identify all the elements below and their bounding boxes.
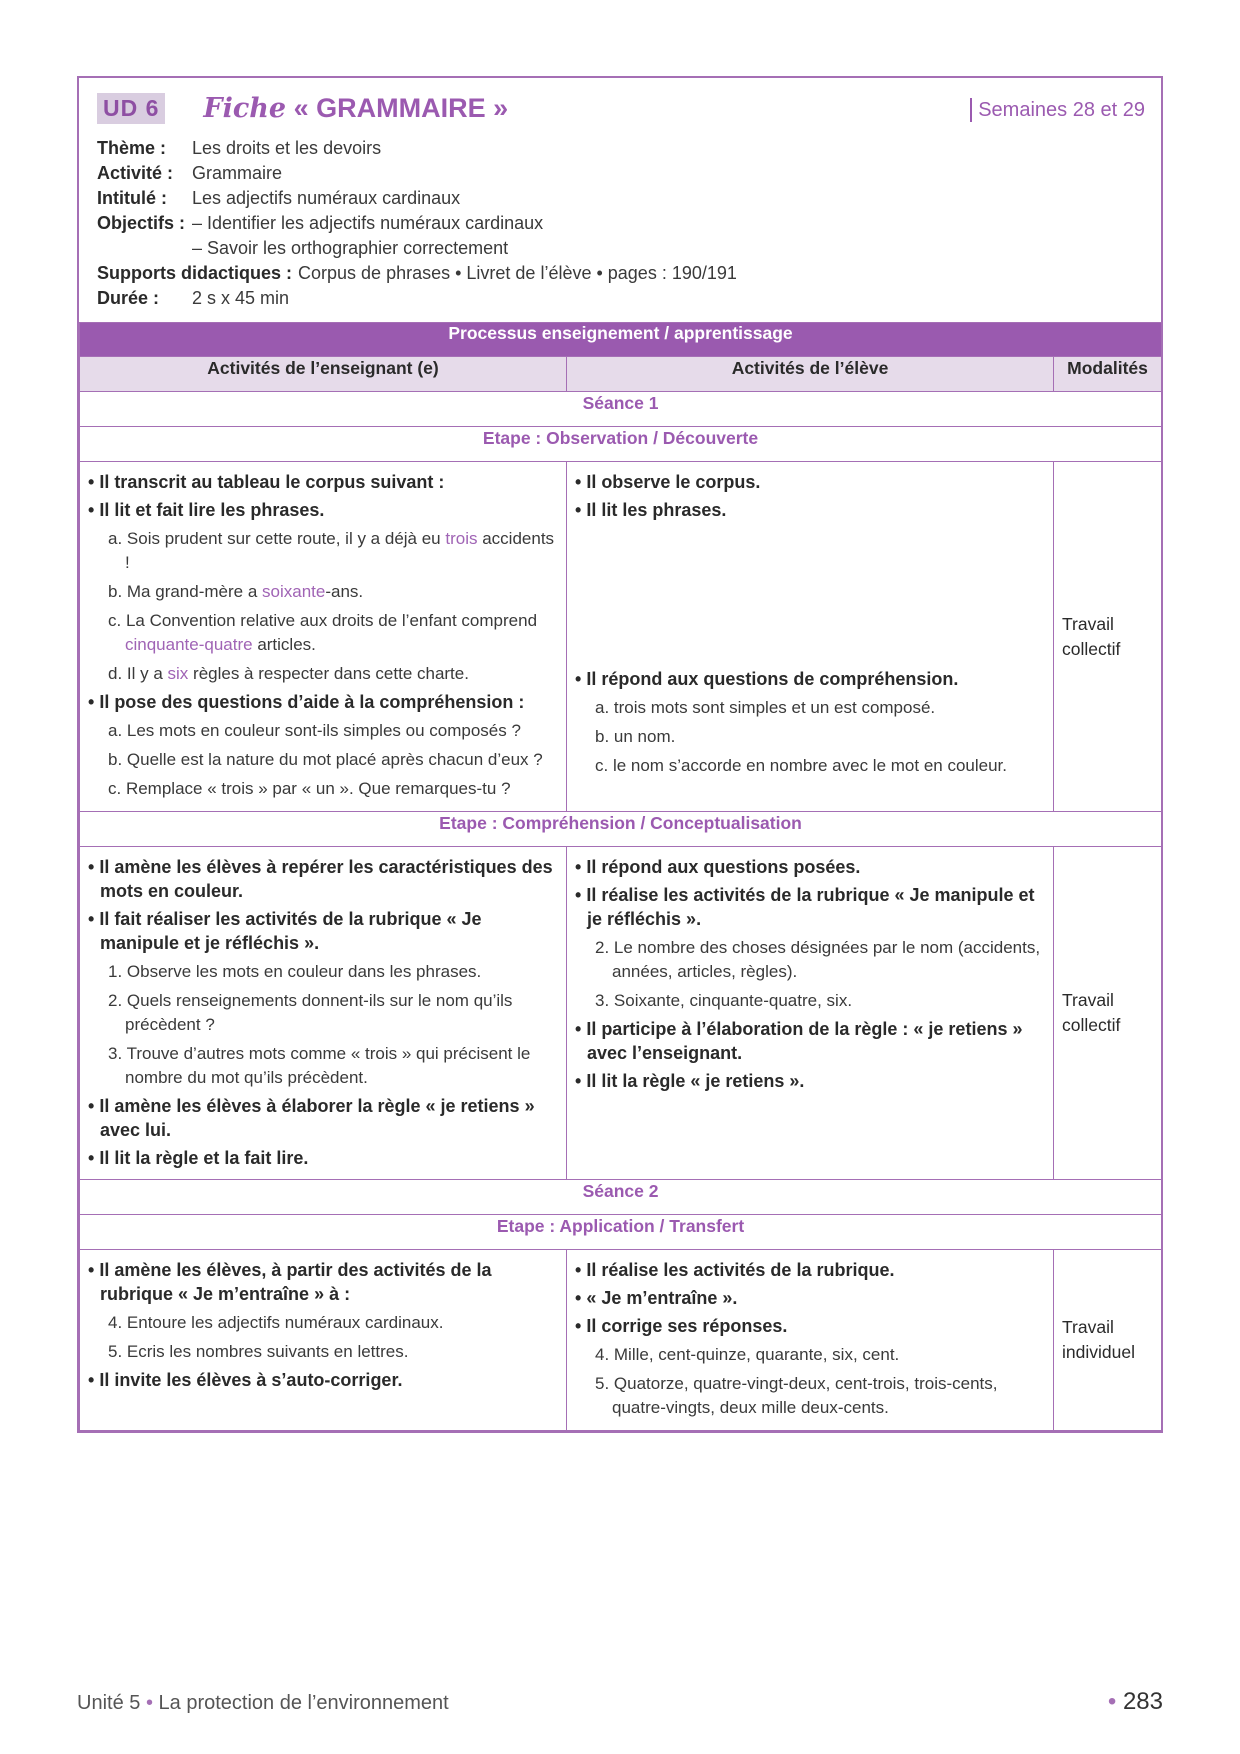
bullet: • Il lit la règle et la fait lire. [88,1146,558,1170]
activite-label: Activité : [97,163,174,183]
unit-label: Unité 5 [77,1692,141,1714]
fiche-subject: « GRAMMAIRE » [293,92,509,123]
supports-value: Corpus de phrases • Livret de l’élève • pages : 190/191 [298,263,737,283]
info-objectifs [97,211,1145,261]
process-table [79,322,1162,1431]
spacer [575,525,1045,663]
bullet: • Il amène les élèves, à partir des activités de la rubrique « Je m’entraîne » à : [88,1258,558,1306]
bullet: • Il observe le corpus. [575,470,1045,494]
page-number-value: 283 [1122,1688,1163,1715]
corpus-sentence: c. La Convention relative aux droits de l’enfant comprend cinquante-quatre articles. [108,611,538,654]
bullet: • Il pose des questions d’aide à la compréhension : [88,690,558,714]
separator-dot: • [1107,1688,1117,1715]
ud-badge: UD 6 [97,93,165,124]
answer-item: 4. Mille, cent-quinze, quarante, six, cent. [595,1345,900,1364]
question-item: 4. Entoure les adjectifs numéraux cardinaux. [108,1313,444,1332]
theme-label: Thème : [97,138,167,158]
duree-label: Durée : [97,288,160,308]
bullet: • Il transcrit au tableau le corpus suivant : [88,470,558,494]
col-teacher-header: Activités de l’enseignant (e) [80,357,567,392]
student-activities-cell [567,462,1054,812]
lesson-info [97,136,1145,311]
modal-text: collectif [1062,638,1121,659]
answer-item: 2. Le nombre des choses désignées par le nom (accidents, années, articles, règles). [595,938,1041,981]
fiche-title [203,93,508,124]
table-row [80,1250,1162,1431]
answer-item: c. le nom s’accorde en nombre avec le mot en couleur. [595,756,1007,775]
highlight-word: trois [445,529,478,548]
bullet: • Il répond aux questions posées. [575,855,1045,879]
bullet: • Il lit la règle « je retiens ». [575,1069,1045,1093]
highlight-word: six [167,664,189,683]
theme-value: Les droits et les devoirs [192,138,382,158]
info-intitule [97,186,1145,211]
modal-cell [1054,1250,1162,1431]
duree-value: 2 s x 45 min [192,288,290,308]
info-supports [97,261,1145,286]
bullet: • Il invite les élèves à s’auto-corriger. [88,1368,558,1392]
modal-cell [1054,847,1162,1180]
lesson-sheet [77,76,1163,1433]
question-item: c. Remplace « trois » par « un ». Que remarques-tu ? [108,779,511,798]
info-activite [97,161,1145,186]
supports-label: Supports didactiques : [97,263,293,283]
answer-item: b. un nom. [595,727,676,746]
corpus-sentence: d. Il y a six règles à respecter dans cette charte. [108,664,469,683]
bullet: • Il lit et fait lire les phrases. [88,498,558,522]
activite-value: Grammaire [192,163,283,183]
question-item: b. Quelle est la nature du mot placé après chacun d’eux ? [108,750,543,769]
fiche-word: Fiche [203,92,287,124]
modal-text: individuel [1062,1342,1135,1362]
bullet: • Il amène les élèves à repérer les caractéristiques des mots en couleur. [88,855,558,903]
footer-unit [77,1692,449,1715]
seance-2-title: Séance 2 [80,1180,1162,1215]
table-row [80,847,1162,1180]
bullet: • Il participe à l’élaboration de la règle : « je retiens » avec l’enseignant. [575,1017,1045,1065]
corpus-sentence: b. Ma grand-mère a soixante-ans. [108,582,364,601]
objectifs-label: Objectifs : [97,213,186,233]
unit-topic: La protection de l’environnement [158,1692,449,1714]
bullet: • « Je m’entraîne ». [575,1286,1045,1310]
info-duree [97,286,1145,311]
etape-observation-title: Etape : Observation / Découverte [80,427,1162,462]
bullet: • Il réalise les activités de la rubrique. [575,1258,1045,1282]
modal-text: collectif [1062,1015,1121,1035]
page-number [1108,1688,1163,1716]
weeks-label: Semaines 28 et 29 [970,98,1145,122]
intitule-label: Intitulé : [97,188,167,208]
answer-item: a. trois mots sont simples et un est composé. [595,698,936,717]
highlight-word: soixante [262,582,326,601]
modal-text: Travail [1062,990,1114,1010]
question-item: 5. Ecris les nombres suivants en lettres. [108,1342,409,1361]
teacher-activities-cell [80,462,567,812]
modal-text: Travail [1062,1317,1114,1337]
info-theme [97,136,1145,161]
seance-1-title: Séance 1 [80,392,1162,427]
etape-application-title: Etape : Application / Transfert [80,1215,1162,1250]
bullet: • Il lit les phrases. [575,498,1045,522]
intitule-value: Les adjectifs numéraux cardinaux [192,188,461,208]
sheet-header [79,78,1161,322]
etape-comprehension-title: Etape : Compréhension / Conceptualisation [80,812,1162,847]
objectifs-list [192,211,543,261]
bullet: • Il répond aux questions de compréhension. [575,667,1045,691]
objectif-item: – Identifier les adjectifs numéraux cardinaux [192,213,544,233]
bullet: • Il fait réaliser les activités de la rubrique « Je manipule et je réfléchis ». [88,907,558,955]
student-activities-cell [567,1250,1054,1431]
question-item: a. Les mots en couleur sont-ils simples ou composés ? [108,721,521,740]
question-item: 1. Observe les mots en couleur dans les phrases. [108,962,482,981]
highlight-word: cinquante-quatre [125,635,253,654]
modal-cell [1054,462,1162,812]
answer-item: 5. Quatorze, quatre-vingt-deux, cent-trois, trois-cents, quatre-vingts, deux mille deux-cents. [595,1374,998,1417]
question-item: 2. Quels renseignements donnent-ils sur le nom qu’ils précèdent ? [108,991,513,1034]
teacher-activities-cell [80,1250,567,1431]
bullet: • Il corrige ses réponses. [575,1314,1045,1338]
col-student-header: Activités de l’élève [567,357,1054,392]
process-band: Processus enseignement / apprentissage [80,323,1162,357]
objectif-item: – Savoir les orthographier correctement [192,238,509,258]
answer-item: 3. Soixante, cinquante-quatre, six. [595,991,853,1010]
separator-dot: • [145,1692,153,1714]
bullet: • Il amène les élèves à élaborer la règle « je retiens » avec lui. [88,1094,558,1142]
teacher-activities-cell [80,847,567,1180]
modal-text: Travail [1062,613,1114,634]
question-item: 3. Trouve d’autres mots comme « trois » qui précisent le nombre du mot qu’ils précèdent. [108,1044,531,1087]
student-activities-cell [567,847,1054,1180]
table-row [80,462,1162,812]
bullet: • Il réalise les activités de la rubrique « Je manipule et je réfléchis ». [575,883,1045,931]
col-modal-header: Modalités [1054,357,1162,392]
corpus-sentence: a. Sois prudent sur cette route, il y a déjà eu trois accidents ! [108,529,555,572]
